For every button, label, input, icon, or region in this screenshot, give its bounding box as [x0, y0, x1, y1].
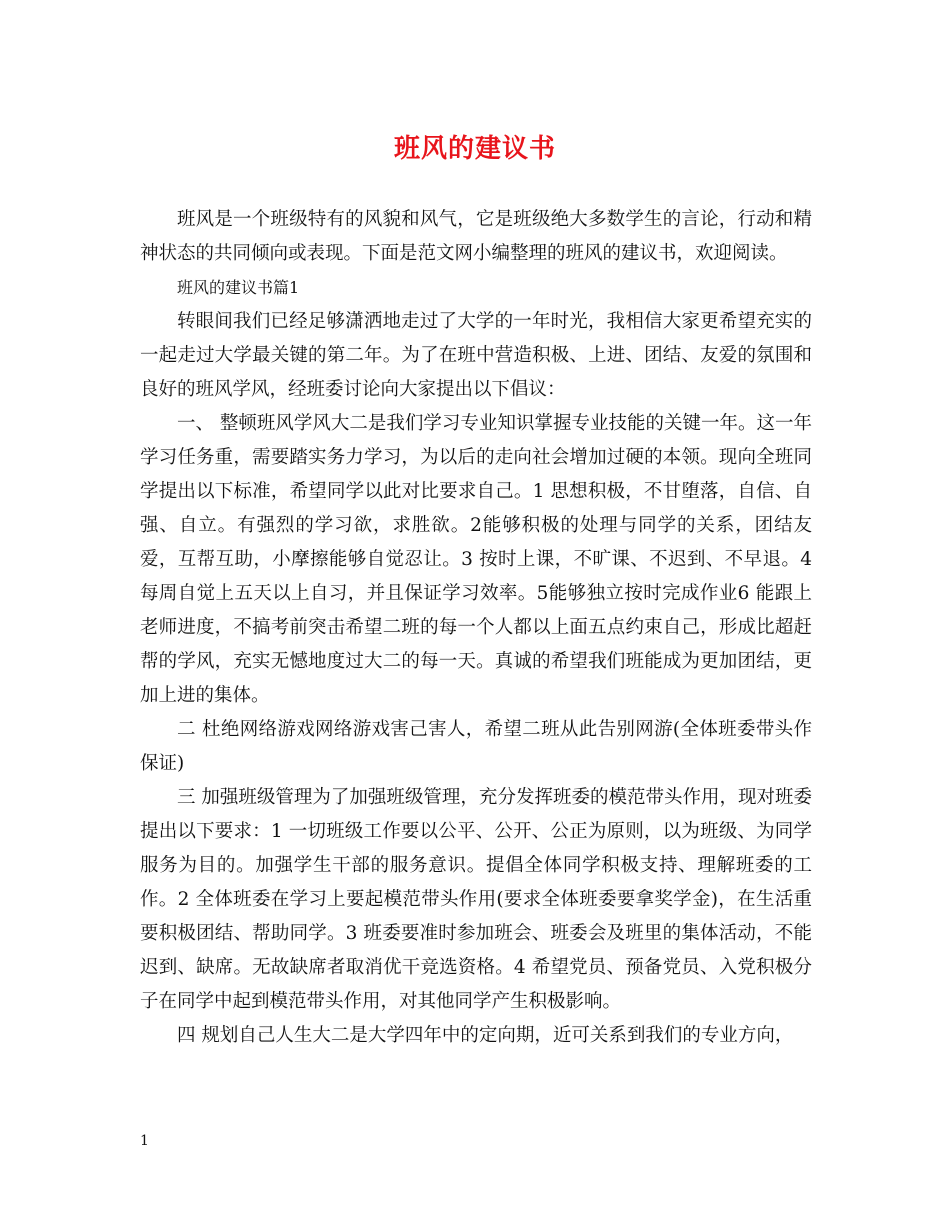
body-paragraph: 二 杜绝网络游戏网络游戏害己害人，希望二班从此告别网游(全体班委带头作保证) — [140, 719, 812, 774]
document-title: 班风的建议书 — [393, 134, 556, 164]
page-number: 1 — [140, 1133, 149, 1149]
document-body — [140, 203, 812, 1053]
intro-paragraph: 班风是一个班级特有的风貌和风气，它是班级绝大多数学生的言论，行动和精神状态的共同倾向或表现。下面是范文网小编整理的班风的建议书，欢迎阅读。 — [140, 209, 812, 264]
section-heading: 班风的建议书篇1 — [177, 278, 300, 297]
body-paragraph: 转眼间我们已经足够潇洒地走过了大学的一年时光，我相信大家更希望充实的一起走过大学最关键的第二年。为了在班中营造积极、上进、团结、友爱的氛围和良好的班风学风，经班委讨论向大家提出以下倡议： — [140, 311, 812, 400]
body-paragraph: 四 规划自己人生大二是大学四年中的定向期，近可关系到我们的专业方向， — [177, 1025, 794, 1046]
body-paragraph: 一、 整顿班风学风大二是我们学习专业知识掌握专业技能的关键一年。这一年学习任务重，需要踏实务力学习，为以后的走向社会增加过硬的本领。现向全班同学提出以下标准，希望同学以此对比要求自己。1 思想积极，不甘堕落，自信、自强、自立。有强烈的学习欲，求胜欲。2能够积极的处理与同学的关系，团结友爱，互帮互助，小摩擦能够自觉忍让。3 按时上课，不旷课、不迟到、不早退。4每周自觉上五天以上自习，并且保证学习效率。5能够独立按时完成作业6 能跟上老师进度，不搞考前突击希望二班的每一个人都以上面五点约束自己，形成比超赶帮的学风，充实无憾地度过大二的每一天。真诚的希望我们班能成为更加团结，更加上进的集体。 — [140, 413, 812, 706]
body-paragraph: 三 加强班级管理为了加强班级管理，充分发挥班委的模范带头作用，现对班委提出以下要求：1 一切班级工作要以公平、公开、公正为原则，以为班级、为同学服务为目的。加强学生干部的服务意识。提倡全体同学积极支持、理解班委的工作。2 全体班委在学习上要起模范带头作用(要求全体班委要拿奖学金)，在生活重要积极团结、帮助同学。3 班委要准时参加班会、班委会及班里的集体活动，不能迟到、缺席。无故缺席者取消优干竞选资格。4 希望党员、预备党员、入党积极分子在同学中起到模范带头作用，对其他同学产生积极影响。 — [140, 787, 812, 1012]
